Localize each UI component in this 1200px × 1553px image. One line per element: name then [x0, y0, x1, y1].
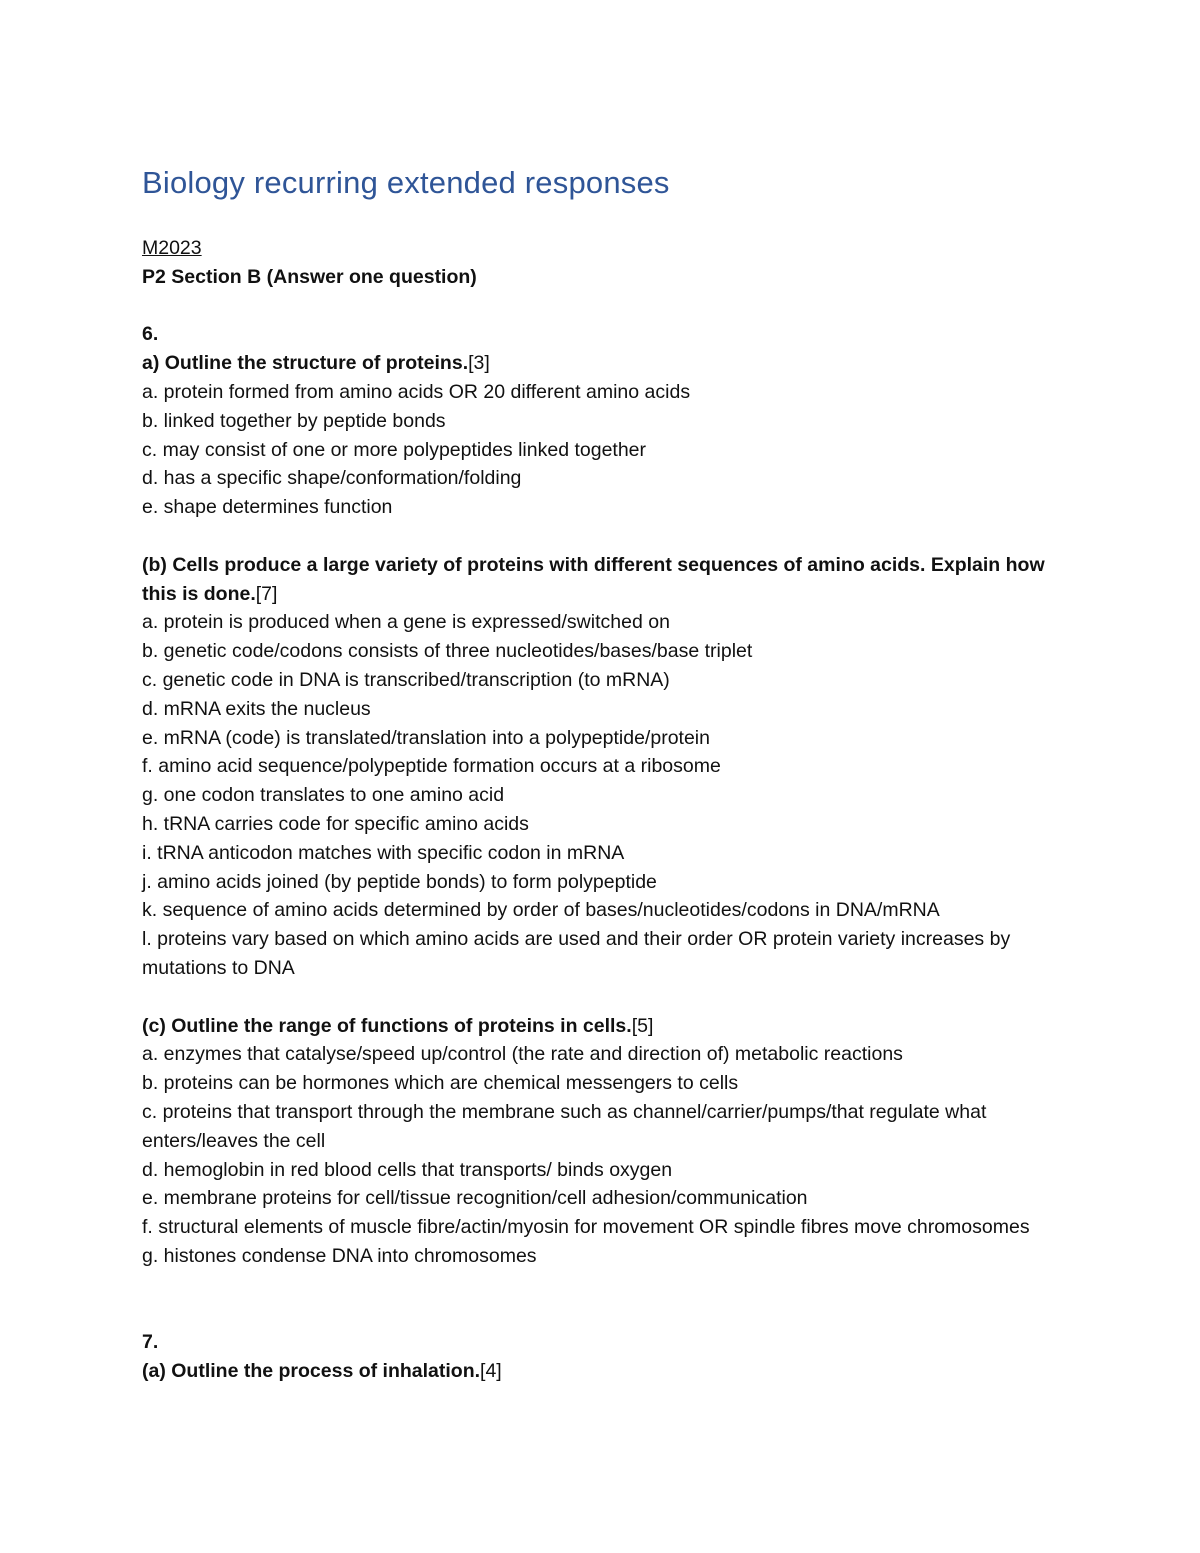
- question-6a-text: a) Outline the structure of proteins.: [142, 352, 469, 375]
- answer-point: a. protein is produced when a gene is expressed/switched on: [142, 611, 670, 634]
- answer-point: f. structural elements of muscle fibre/actin/myosin for movement OR spindle fibres move chromosomes: [142, 1216, 1030, 1239]
- spacer: [142, 1271, 1062, 1329]
- question-7-number: 7.: [142, 1331, 159, 1354]
- question-7a-marks: [4]: [480, 1360, 502, 1383]
- spacer: [142, 292, 1062, 321]
- question-6c-marks: [5]: [631, 1014, 654, 1037]
- question-7a-prompt: [142, 1357, 1062, 1386]
- answer-point: f. amino acid sequence/polypeptide formation occurs at a ribosome: [142, 755, 721, 778]
- answer-point: c. proteins that transport through the membrane such as channel/carrier/pumps/that regulate what enters/leaves the cell: [142, 1100, 987, 1152]
- answer-point: g. histones condense DNA into chromosomes: [142, 1244, 537, 1267]
- question-6c-text: (c) Outline the range of functions of proteins in cells.: [142, 1014, 632, 1037]
- question-7a-text: (a) Outline the process of inhalation.: [142, 1360, 481, 1383]
- document-content: [142, 160, 1062, 1386]
- answer-point: b. proteins can be hormones which are chemical messengers to cells: [142, 1072, 739, 1095]
- answer-point: d. mRNA exits the nucleus: [142, 697, 371, 720]
- question-6b-prompt: [142, 551, 1062, 609]
- question-6-number: 6.: [142, 323, 159, 346]
- answer-point: b. genetic code/codons consists of three nucleotides/bases/base triplet: [142, 640, 753, 663]
- question-6b-answer-list: [142, 608, 1062, 982]
- answer-point: c. genetic code in DNA is transcribed/transcription (to mRNA): [142, 668, 670, 691]
- answer-point: e. shape determines function: [142, 496, 393, 519]
- question-6a-prompt: [142, 349, 1062, 378]
- answer-point: i. tRNA anticodon matches with specific codon in mRNA: [142, 841, 625, 864]
- section-heading: P2 Section B (Answer one question): [142, 265, 477, 288]
- question-6c-prompt: [142, 1012, 1062, 1041]
- answer-point: h. tRNA carries code for specific amino acids: [142, 812, 529, 835]
- document-title: Biology recurring extended responses: [142, 165, 670, 200]
- answer-point: e. membrane proteins for cell/tissue recognition/cell adhesion/communication: [142, 1187, 808, 1210]
- answer-point: j. amino acids joined (by peptide bonds) to form polypeptide: [142, 870, 657, 893]
- question-6c-answer-list: [142, 1040, 1062, 1270]
- exam-code: M2023: [142, 237, 202, 259]
- answer-point: k. sequence of amino acids determined by order of bases/nucleotides/codons in DNA/mRNA: [142, 899, 940, 922]
- answer-point: a. enzymes that catalyse/speed up/control (the rate and direction of) metabolic reactions: [142, 1043, 903, 1066]
- spacer: [142, 522, 1062, 551]
- question-6b-text: (b) Cells produce a large variety of proteins with different sequences of amino acids. Explain how this is done.: [142, 553, 1045, 605]
- answer-point: e. mRNA (code) is translated/translation into a polypeptide/protein: [142, 726, 710, 749]
- answer-point: a. protein formed from amino acids OR 20 different amino acids: [142, 380, 691, 403]
- question-6a-answer-list: [142, 378, 1062, 522]
- question-6a-marks: [3]: [468, 352, 490, 375]
- question-6b-marks: [7]: [255, 582, 278, 605]
- spacer: [142, 983, 1062, 1012]
- answer-point: d. hemoglobin in red blood cells that transports/ binds oxygen: [142, 1158, 673, 1181]
- answer-point: d. has a specific shape/conformation/folding: [142, 467, 522, 490]
- answer-point: g. one codon translates to one amino acid: [142, 784, 505, 807]
- answer-point: b. linked together by peptide bonds: [142, 409, 446, 432]
- answer-point: c. may consist of one or more polypeptides linked together: [142, 438, 647, 461]
- answer-point: l. proteins vary based on which amino acids are used and their order OR protein variety increases by mutations to DNA: [142, 928, 1011, 979]
